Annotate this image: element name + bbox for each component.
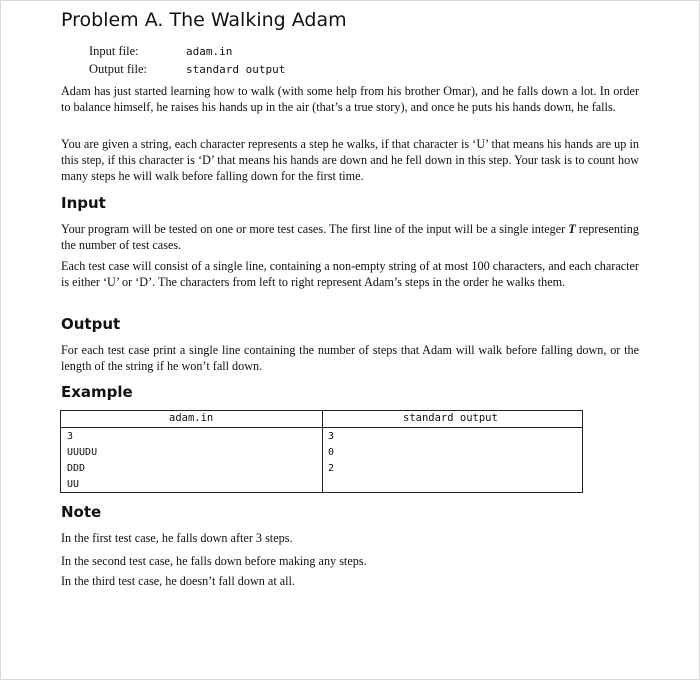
note-heading: Note <box>61 503 102 521</box>
output-heading: Output <box>61 315 121 333</box>
input-text-before: Your program will be tested on one or more test cases. The first line of the input will be a single integer <box>61 222 569 236</box>
input-file-row <box>89 42 285 60</box>
statement-paragraph-1: Adam has just started learning how to walk (with some help from his brother Omar), and he falls down a lot. In order to balance himself, he raises his hands up in the air (that’s a true story), and once he puts his hands down, he falls. <box>61 84 639 114</box>
example-output-header: standard output <box>403 412 498 424</box>
input-file-value: adam.in <box>186 44 233 58</box>
output-file-label: Output file: <box>89 61 147 76</box>
note-line-2: In the second test case, he falls down before making any steps. <box>61 554 367 568</box>
variable-t: T <box>568 222 576 236</box>
output-paragraph: For each test case print a single line containing the number of steps that Adam will walk before falling down, or the length of the string if he won’t fall down. <box>61 343 639 373</box>
example-table <box>60 410 583 493</box>
example-input-content: 3 UUUDU DDD UU <box>67 431 98 490</box>
example-output-content: 3 0 2 <box>328 431 335 474</box>
column-divider <box>322 411 323 492</box>
problem-title: Problem A. The Walking Adam <box>61 9 347 31</box>
output-file-value: standard output <box>186 62 286 76</box>
note-line-1: In the first test case, he falls down after 3 steps. <box>61 531 293 545</box>
input-text-after: representing the number of test cases. <box>61 222 639 252</box>
input-heading: Input <box>61 194 106 212</box>
file-info <box>89 42 285 78</box>
input-file-label: Input file: <box>89 43 139 58</box>
note-line-3: In the third test case, he doesn’t fall down at all. <box>61 574 295 588</box>
example-heading: Example <box>61 383 133 401</box>
example-input-header: adam.in <box>169 412 214 424</box>
input-paragraph-2: Each test case will consist of a single line, containing a non-empty string of at most 100 characters, and each character is either ‘U’ or ‘D’. The characters from left to right represent Adam’s steps in the order he walks them. <box>61 259 639 289</box>
input-paragraph-1 <box>61 222 639 254</box>
statement-paragraph-2: You are given a string, each character represents a step he walks, if that character is ‘U’ that means his hands are up in this step, if this character is ‘D’ that means his hands are down and he fell down in this step. Your task is to count how many steps he will walk before falling down for the first time. <box>61 137 639 183</box>
output-file-row <box>89 60 285 78</box>
